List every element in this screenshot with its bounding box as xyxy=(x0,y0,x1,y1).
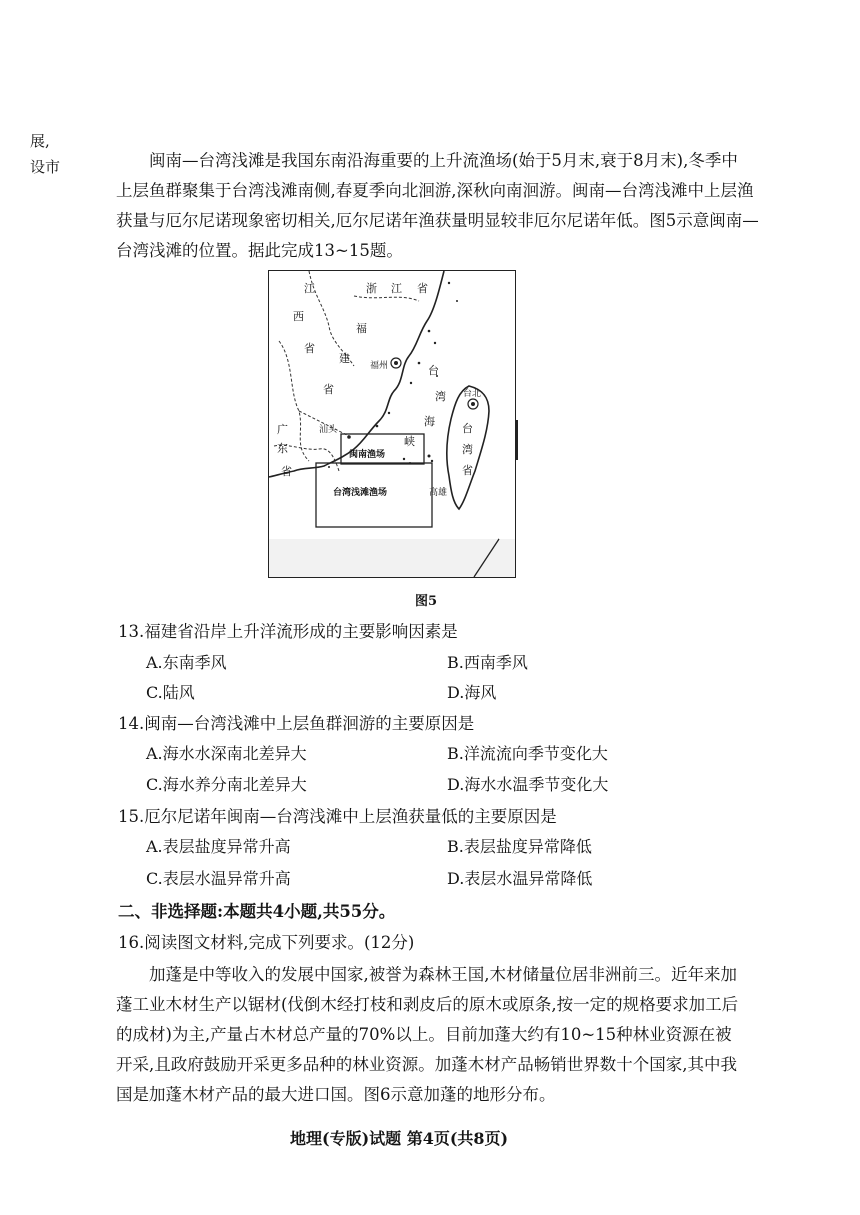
scan-mark xyxy=(516,420,518,460)
map-label-taipei: 台北 xyxy=(463,389,482,399)
map-label-jiangxi: 省 xyxy=(304,342,315,355)
intro-paragraph xyxy=(116,146,786,266)
q16-line: 蓬工业木材生产以锯材(伐倒木经打枝和剥皮后的原木或原条,按一定的规格要求加工后 xyxy=(116,995,739,1014)
map-label-fujian: 福 xyxy=(356,322,367,335)
margin-note-line: 设市 xyxy=(30,158,61,176)
question-14: 14.闽南—台湾浅滩中上层鱼群洄游的主要原因是 xyxy=(118,714,475,733)
intro-line: 上层鱼群聚集于台湾浅滩南侧,春夏季向北洄游,深秋向南洄游。闽南—台湾浅滩中上层渔 xyxy=(116,181,754,200)
map-label-zhejiang: 省 xyxy=(417,282,428,295)
map-label-strait: 海 xyxy=(424,415,435,428)
map-label-zhejiang: 浙 xyxy=(366,282,377,295)
option-15c[interactable]: C.表层水温异常升高 xyxy=(146,869,291,888)
option-14d[interactable]: D.海水水温季节变化大 xyxy=(447,775,609,794)
intro-line: 台湾浅滩的位置。据此完成13~15题。 xyxy=(116,241,403,260)
map-label-fujian: 省 xyxy=(323,383,334,396)
q16-line: 加蓬是中等收入的发展中国家,被誉为森林王国,木材储量位居非洲前三。近年来加 xyxy=(149,965,737,984)
figure-caption: 图5 xyxy=(415,594,438,609)
map-label-strait: 峡 xyxy=(404,435,415,448)
option-14c[interactable]: C.海水养分南北差异大 xyxy=(146,775,307,794)
map-label-taiwan: 台 xyxy=(462,422,473,435)
option-13d[interactable]: D.海风 xyxy=(447,683,497,702)
map-label-guangdong: 省 xyxy=(281,465,292,478)
map-label-guangdong: 东 xyxy=(277,442,288,455)
question-15: 15.厄尔尼诺年闽南—台湾浅滩中上层渔获量低的主要原因是 xyxy=(118,807,557,826)
map-label-jiangxi: 西 xyxy=(293,310,304,323)
map-label-taiwan: 省 xyxy=(462,464,473,477)
map-label-minnan-fishery: 闽南渔场 xyxy=(349,450,386,460)
option-13b[interactable]: B.西南季风 xyxy=(447,653,528,672)
option-13a[interactable]: A.东南季风 xyxy=(146,653,227,672)
margin-handwriting xyxy=(30,128,70,180)
map-label-fuzhou: 福州 xyxy=(370,361,389,371)
option-15a[interactable]: A.表层盐度异常升高 xyxy=(146,837,291,856)
map-label-jiangxi: 江 xyxy=(304,282,315,295)
option-14b[interactable]: B.洋流流向季节变化大 xyxy=(447,744,608,763)
map-label-strait: 湾 xyxy=(435,390,446,403)
map-label-gaoxiong: 高雄 xyxy=(429,488,448,498)
intro-line: 获量与厄尔尼诺现象密切相关,厄尔尼诺年渔获量明显较非厄尔尼诺年低。图5示意闽南— xyxy=(116,211,759,230)
option-14a[interactable]: A.海水水深南北差异大 xyxy=(146,744,307,763)
q16-line: 的成材)为主,产量占木材总产量的70%以上。目前加蓬大约有10~15种林业资源在被 xyxy=(116,1025,732,1044)
map-label-taiwan-shoal-fishery: 台湾浅滩渔场 xyxy=(333,488,388,498)
q16-material xyxy=(116,960,786,1110)
page-footer: 地理(专版)试题 第4页(共8页) xyxy=(290,1129,509,1148)
map-figure-5 xyxy=(268,270,516,578)
section-heading: 二、非选择题:本题共4小题,共55分。 xyxy=(118,902,396,921)
map-label-shantou: 汕头 xyxy=(319,425,338,435)
option-15d[interactable]: D.表层水温异常降低 xyxy=(447,869,593,888)
map-label-strait: 台 xyxy=(428,364,439,377)
q16-line: 开采,且政府鼓励开采更多品种的林业资源。加蓬木材产品畅销世界数十个国家,其中我 xyxy=(116,1055,737,1074)
map-label-fujian: 建 xyxy=(339,352,350,365)
question-13: 13.福建省沿岸上升洋流形成的主要影响因素是 xyxy=(118,622,458,641)
map-drawing xyxy=(269,271,515,577)
q16-line: 国是加蓬木材产品的最大进口国。图6示意加蓬的地形分布。 xyxy=(116,1085,556,1104)
intro-line: 闽南—台湾浅滩是我国东南沿海重要的上升流渔场(始于5月末,衰于8月末),冬季中 xyxy=(149,151,738,170)
question-16: 16.阅读图文材料,完成下列要求。(12分) xyxy=(118,933,415,952)
map-label-guangdong: 广 xyxy=(277,423,288,436)
option-15b[interactable]: B.表层盐度异常降低 xyxy=(447,837,592,856)
map-label-taiwan: 湾 xyxy=(462,443,473,456)
option-13c[interactable]: C.陆风 xyxy=(146,683,195,702)
map-label-zhejiang: 江 xyxy=(391,282,402,295)
margin-note-line: 展, xyxy=(30,132,50,150)
